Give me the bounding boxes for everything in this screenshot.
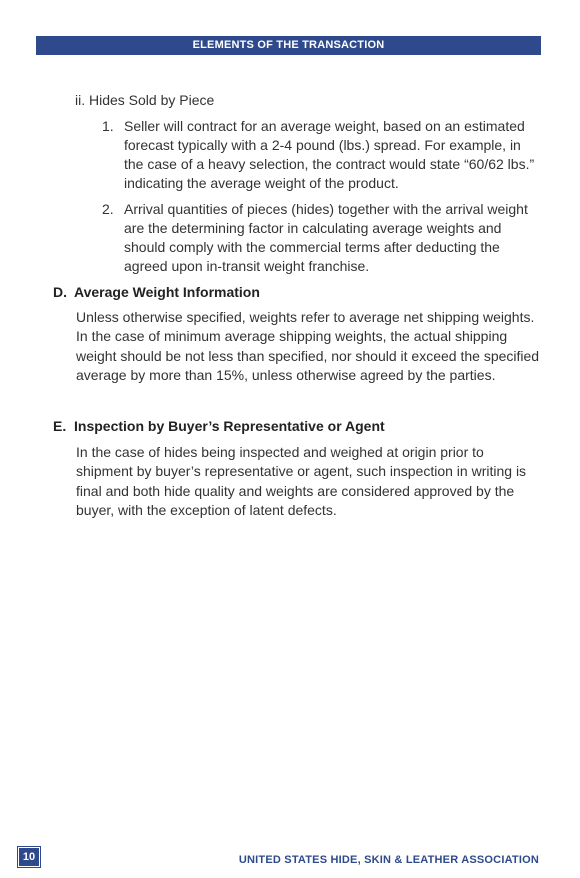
section-heading-e xyxy=(53,417,385,436)
numbered-item-2 xyxy=(102,200,542,276)
item-number: 1. xyxy=(102,118,114,134)
section-letter: E. xyxy=(53,418,67,434)
section-header-bar: ELEMENTS OF THE TRANSACTION xyxy=(36,36,541,55)
item-text: Arrival quantities of pieces (hides) together with the arrival weight are the determining factor in calculating average weights and should comply with the commercial terms after deducting the agreed upon in-transit weight franchise. xyxy=(124,201,528,274)
item-text: Seller will contract for an average weight, based on an estimated forecast typically with a 2-4 pound (lbs.) spread. For example, in the case of a heavy selection, the contract would state “60/62 lbs.” indicating the average weight of the product. xyxy=(124,118,535,191)
section-heading-d xyxy=(53,283,260,302)
item-number: 2. xyxy=(102,201,114,217)
section-e-paragraph: In the case of hides being inspected and weighed at origin prior to shipment by buyer’s representative or agent, such inspection in writing is final and both hide quality and weights are considered approved by the buyer, with the exception of latent defects. xyxy=(76,444,527,518)
subsection-title: ii. Hides Sold by Piece xyxy=(75,92,215,108)
section-title: Average Weight Information xyxy=(74,284,260,300)
numbered-item-1 xyxy=(102,117,542,193)
section-letter: D. xyxy=(53,284,67,300)
section-title: Inspection by Buyer’s Representative or Agent xyxy=(74,418,385,434)
section-d-paragraph: Unless otherwise specified, weights refer to average net shipping weights. In the case of minimum average shipping weights, the actual shipping weight should be not less than specified, nor should it exceed the specified average by more than 15%, unless otherwise agreed by the parties. xyxy=(76,309,540,383)
page-number-badge: 10 xyxy=(18,847,40,867)
footer-organization: UNITED STATES HIDE, SKIN & LEATHER ASSOCIATION xyxy=(238,854,539,866)
